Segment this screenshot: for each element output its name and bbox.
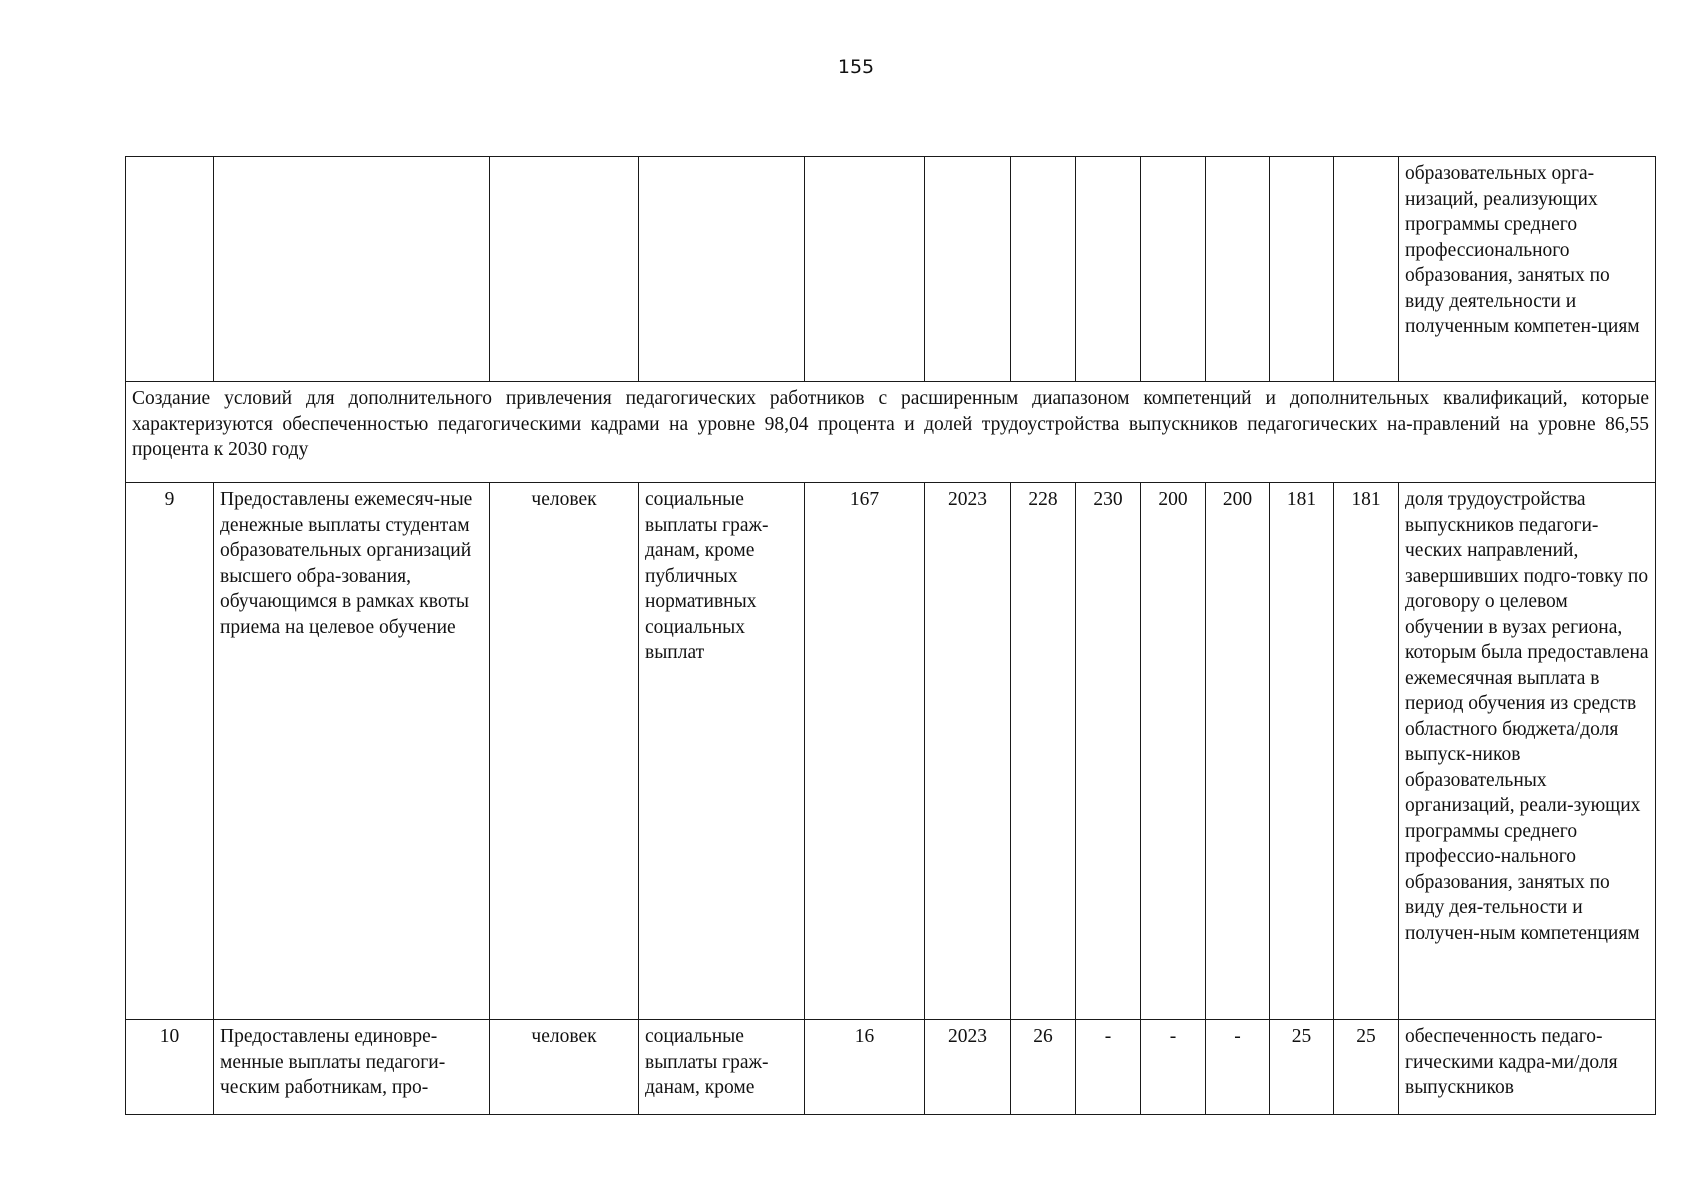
cell-value [1076,157,1141,382]
cell-indicator: обеспеченность педаго-гическими кадра-ми/доля выпускников [1399,1020,1656,1115]
section-heading: Создание условий для дополнительного привлечения педагогических работников с расширенным диапазоном компетенций и дополнительных квалификаций, которые характеризуются обеспеченностью педагогическими кадрами на уровне 98,04 процента и долей трудоустройства выпускников педагогических на-правлений на уровне 86,55 процента к 2030 году [126,382,1656,483]
cell-base-value [805,157,925,382]
table-row [126,1020,1656,1115]
cell-unit [490,157,639,382]
cell-value: - [1076,1020,1141,1115]
cell-value: - [1141,1020,1206,1115]
cell-number: 9 [126,483,214,1020]
cell-value: 200 [1141,483,1206,1020]
cell-value [1141,157,1206,382]
cell-result: Предоставлены ежемесяч-ные денежные выплаты студентам образовательных организаций высшего обра-зования, обучающимся в рамках квоты приема на целевое обучение [214,483,490,1020]
cell-indicator: доля трудоустройства выпускников педагоги-ческих направлений, завершивших подго-товку по договору о целевом обучении в вузах региона, которым была предоставлена ежемесячная выплата в период обучения из средств областного бюджета/доля выпуск-ников образовательных организаций, реали-зующих программы среднего профессио-нального образования, занятых по виду дея-тельности и получен-ным компетенциям [1399,483,1656,1020]
cell-number [126,157,214,382]
cell-value [1011,157,1076,382]
section-heading-row [126,382,1656,483]
cell-unit: человек [490,483,639,1020]
table-row [126,483,1656,1020]
cell-type: социальные выплаты граж-данам, кроме публичных нормативных социальных выплат [639,483,805,1020]
cell-value: 25 [1334,1020,1399,1115]
cell-value: 25 [1270,1020,1334,1115]
cell-value [1206,157,1270,382]
cell-value: 200 [1206,483,1270,1020]
cell-base-year: 2023 [925,1020,1011,1115]
cell-type [639,157,805,382]
cell-base-value: 167 [805,483,925,1020]
cell-result: Предоставлены единовре-менные выплаты педагоги-ческим работникам, про- [214,1020,490,1115]
cell-value [1270,157,1334,382]
cell-value: 230 [1076,483,1141,1020]
cell-value: 26 [1011,1020,1076,1115]
cell-result [214,157,490,382]
cell-indicator: образовательных орга-низаций, реализующих программы среднего профессионального образования, занятых по виду деятельности и полученным компетен-циям [1399,157,1656,382]
cell-value: 181 [1270,483,1334,1020]
cell-base-value: 16 [805,1020,925,1115]
cell-type: социальные выплаты граж-данам, кроме [639,1020,805,1115]
results-table [125,156,1656,1115]
table-row-continuation [126,157,1656,382]
page-number: 155 [837,56,875,78]
cell-unit: человек [490,1020,639,1115]
cell-value: 228 [1011,483,1076,1020]
cell-number: 10 [126,1020,214,1115]
cell-base-year [925,157,1011,382]
cell-base-year: 2023 [925,483,1011,1020]
cell-value: - [1206,1020,1270,1115]
cell-value: 181 [1334,483,1399,1020]
cell-value [1334,157,1399,382]
